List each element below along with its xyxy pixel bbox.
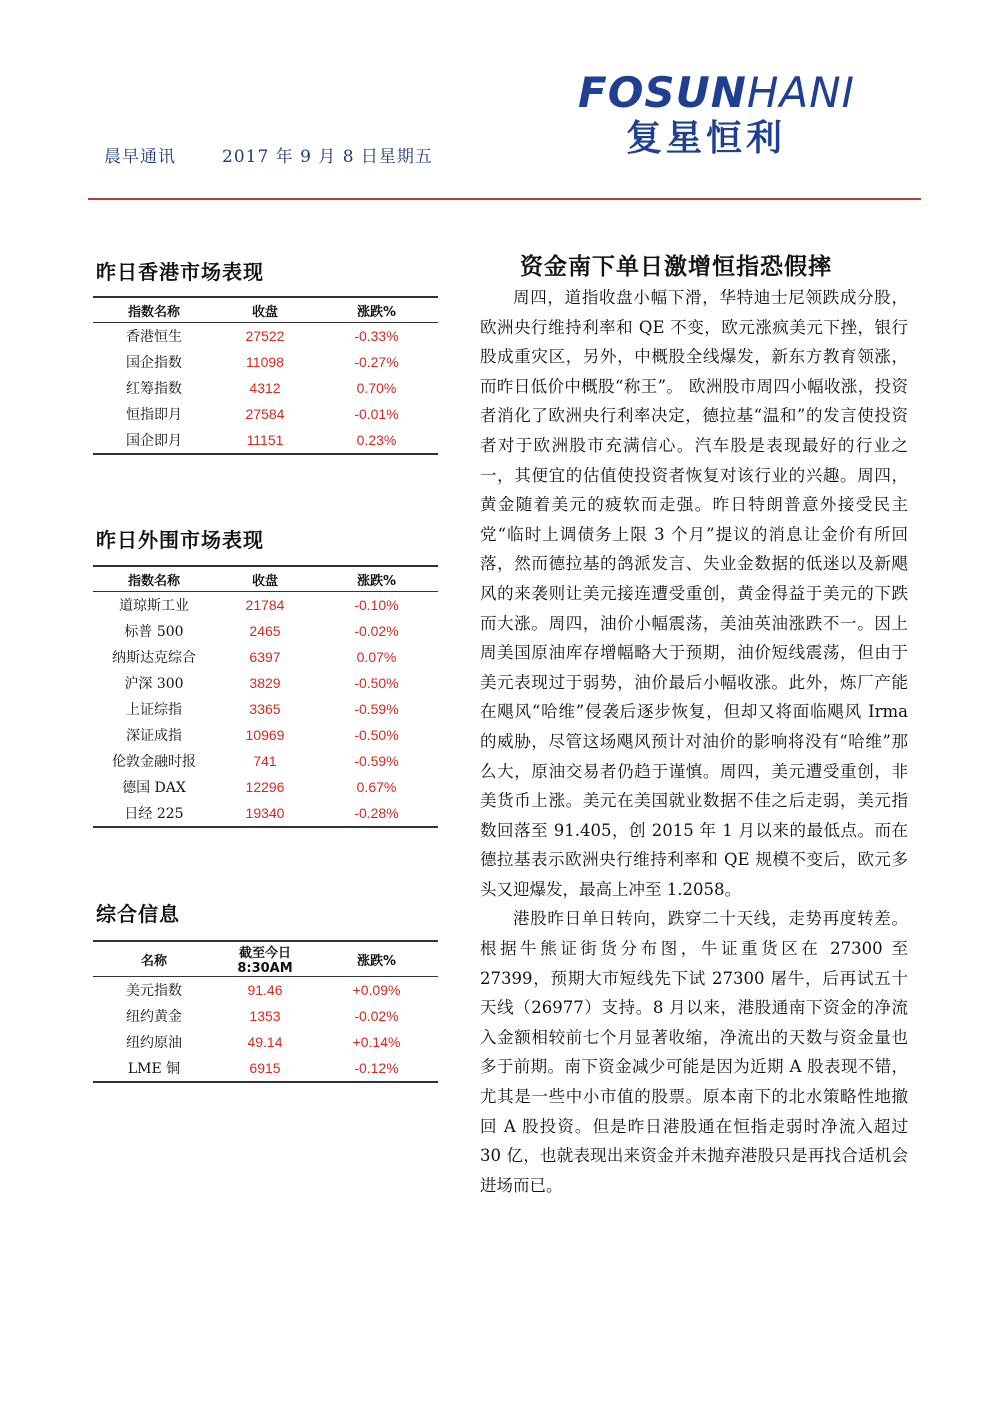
close-value-cell: 3829 [249, 675, 281, 691]
logo-cn: 复星恒利 [626, 118, 787, 159]
index-name-cell: 上证综指 [126, 702, 182, 718]
close-value-cell: 19340 [215, 800, 315, 827]
table-row [93, 349, 438, 375]
table-row [93, 722, 438, 748]
close-value-cell: 12296 [245, 779, 285, 795]
table-row [93, 696, 438, 722]
index-name-cell: 日经 225 [93, 800, 215, 827]
article-paragraph: 周四，道指收盘小幅下滑，华特迪士尼领跌成分股，欧洲央行维持利率和 QE 不变，欧元涨疯美元下挫，银行股成重灾区，另外，中概股全线爆发，新东方教育领涨，而昨日低价中概股“称王”。 欧洲股市周四小幅收涨，投资者消化了欧洲央行利率决定，德拉基“温和”的发言使投资者对于欧洲股市充满信心。汽车股是表现最好的行业之一，其便宜的估值使投资者恢复对该行业的兴趣。周四，黄金随着美元的疲软而走强。昨日特朗普意外接受民主党“临时上调债务上限 3 个月”提议的消息让金价有所回落，然而德拉基的鸽派发言、失业金数据的低迷以及新飓风的来袭则让美元接连遭受重创，黄金得益于美元的下跌而大涨。周四，油价小幅震荡，美油英油涨跌不一。因上周美国原油库存增幅略大于预期，油价短线震荡，但由于美元表现过于弱势，油价最后小幅收涨。此外，炼厂产能在飓风“哈维”侵袭后逐步恢复，但却又将面临飓风 Irma 的威胁，尽管这场飓风预计对油价的影响将没有“哈维”那么大，原油交易者仍趋于谨慎。周四，美元遭受重创，非美货币上涨。美元在美国就业数据不佳之后走弱，美元指数回落至 91.405，创 2015 年 1 月以来的最低点。而在德拉基表示欧洲央行维持利率和 QE 规模不变后，欧元多头又迎爆发，最高上冲至 1.2058。 [480, 288, 908, 899]
close-value-cell: 21784 [245, 597, 285, 613]
close-value-cell: 27584 [245, 406, 285, 422]
col-header-asof: 截至今日 8:30AM [215, 941, 315, 977]
change-pct-cell: -0.02% [354, 623, 399, 639]
col-header-name: 指数名称 [93, 566, 215, 592]
change-pct-cell: -0.28% [315, 800, 438, 827]
index-name-cell: 纽约原油 [126, 1035, 182, 1051]
index-name-cell: 美元指数 [126, 983, 182, 999]
article-paragraph: 港股昨日单日转向，跌穿二十天线，走势再度转差。根据牛熊证街货分布图，牛证重货区在 27300 至 27399，预期大市短线先下试 27300 屠牛，后再试五十天线（26977）支持。8 月以来，港股通南下资金的净流入金额相较前七个月显著收缩，净流出的天数与资金量也多于前期。南下资金减少可能是因为近期 A 股表现不错，尤其是一些中小市值的股票。原本南下的北水策略性地撤回 A 股投资。但是昨日港股通在恒指走弱时净流入超过 30 亿，也就表现出来资金并未抛弃港股只是再找合适机会进场而已。 [480, 909, 908, 1195]
index-name-cell: LME 铜 [93, 1055, 215, 1082]
logo-en-light: HANI [746, 68, 856, 117]
col-header-change: 涨跌% [315, 297, 438, 323]
global-market-table [93, 565, 438, 828]
table-row [93, 401, 438, 427]
col-header-change: 涨跌% [315, 566, 438, 592]
newsletter-header [104, 142, 433, 167]
table-row [93, 774, 438, 800]
table-header-row [93, 566, 438, 592]
close-value-cell: 49.14 [247, 1034, 283, 1050]
change-pct-cell: -0.12% [315, 1055, 438, 1082]
close-value-cell: 11098 [246, 354, 284, 370]
col-header-close: 收盘 [215, 566, 315, 592]
change-pct-cell: 0.23% [315, 427, 438, 454]
table-row [93, 427, 438, 454]
change-pct-cell: 0.67% [356, 779, 397, 795]
index-name-cell: 纽约黄金 [126, 1009, 182, 1025]
index-name-cell: 德国 DAX [122, 780, 186, 796]
global-market-title: 昨日外围市场表现 [96, 528, 264, 552]
issue-date: 2017 年 9 月 8 日星期五 [222, 147, 433, 167]
table-row [93, 1003, 438, 1029]
index-name-cell: 伦敦金融时报 [112, 754, 196, 770]
close-value-cell: 2465 [249, 623, 281, 639]
close-value-cell: 6397 [249, 649, 281, 665]
close-value-cell: 3365 [249, 701, 281, 717]
index-name-cell: 道琼斯工业 [119, 598, 189, 614]
newsletter-name: 晨早通讯 [104, 147, 176, 167]
table-row [93, 977, 438, 1004]
close-value-cell: 10969 [245, 727, 285, 743]
col-header-name: 指数名称 [93, 297, 215, 323]
change-pct-cell: -0.59% [354, 701, 399, 717]
table-row [93, 1029, 438, 1055]
close-value-cell: 741 [253, 753, 277, 769]
change-pct-cell: -0.59% [354, 753, 399, 769]
close-value-cell: 91.46 [247, 982, 283, 998]
change-pct-cell: -0.50% [354, 727, 399, 743]
change-pct-cell: -0.10% [354, 597, 399, 613]
col-header-change: 涨跌% [315, 941, 438, 977]
table-row [93, 323, 438, 350]
index-name-cell: 国企即月 [93, 427, 215, 454]
article-body [480, 283, 908, 1200]
article-title: 资金南下单日激增恒指恐假摔 [520, 253, 832, 280]
close-value-cell: 27522 [245, 328, 285, 344]
hk-market-title: 昨日香港市场表现 [96, 260, 264, 284]
change-pct-cell: -0.01% [354, 406, 399, 422]
change-pct-cell: 0.70% [356, 380, 397, 396]
change-pct-cell: +0.14% [352, 1034, 401, 1050]
table-header-row [93, 941, 438, 977]
table-row [93, 375, 438, 401]
change-pct-cell: 0.07% [356, 649, 397, 665]
change-pct-cell: -0.50% [354, 675, 399, 691]
index-name-cell: 深证成指 [126, 728, 182, 744]
table-header-row [93, 297, 438, 323]
change-pct-cell: -0.02% [354, 1008, 399, 1024]
index-name-cell: 恒指即月 [126, 407, 182, 423]
logo-en-bold: FOSUN [578, 68, 747, 117]
general-info-title: 综合信息 [96, 902, 180, 926]
table-row [93, 800, 438, 827]
change-pct-cell: +0.09% [352, 982, 401, 998]
close-value-cell: 11151 [215, 427, 315, 454]
hk-market-table [93, 296, 438, 455]
table-row [93, 618, 438, 644]
close-value-cell: 4312 [249, 380, 281, 396]
col-header-name: 名称 [93, 941, 215, 977]
index-name-cell: 沪深 300 [124, 676, 184, 692]
table-row [93, 670, 438, 696]
table-row [93, 748, 438, 774]
table-row [93, 1055, 438, 1082]
index-name-cell: 香港恒生 [126, 329, 182, 345]
change-pct-cell: -0.27% [354, 354, 399, 370]
company-logo [578, 70, 878, 165]
close-value-cell: 1353 [249, 1008, 281, 1024]
close-value-cell: 6915 [215, 1055, 315, 1082]
index-name-cell: 纳斯达克综合 [112, 650, 196, 666]
change-pct-cell: -0.33% [354, 328, 399, 344]
table-row [93, 592, 438, 619]
header-divider [88, 198, 921, 200]
index-name-cell: 红筹指数 [126, 381, 182, 397]
table-row [93, 644, 438, 670]
general-info-table [93, 940, 438, 1083]
index-name-cell: 标普 500 [124, 624, 184, 640]
index-name-cell: 国企指数 [126, 355, 182, 371]
col-header-close: 收盘 [215, 297, 315, 323]
